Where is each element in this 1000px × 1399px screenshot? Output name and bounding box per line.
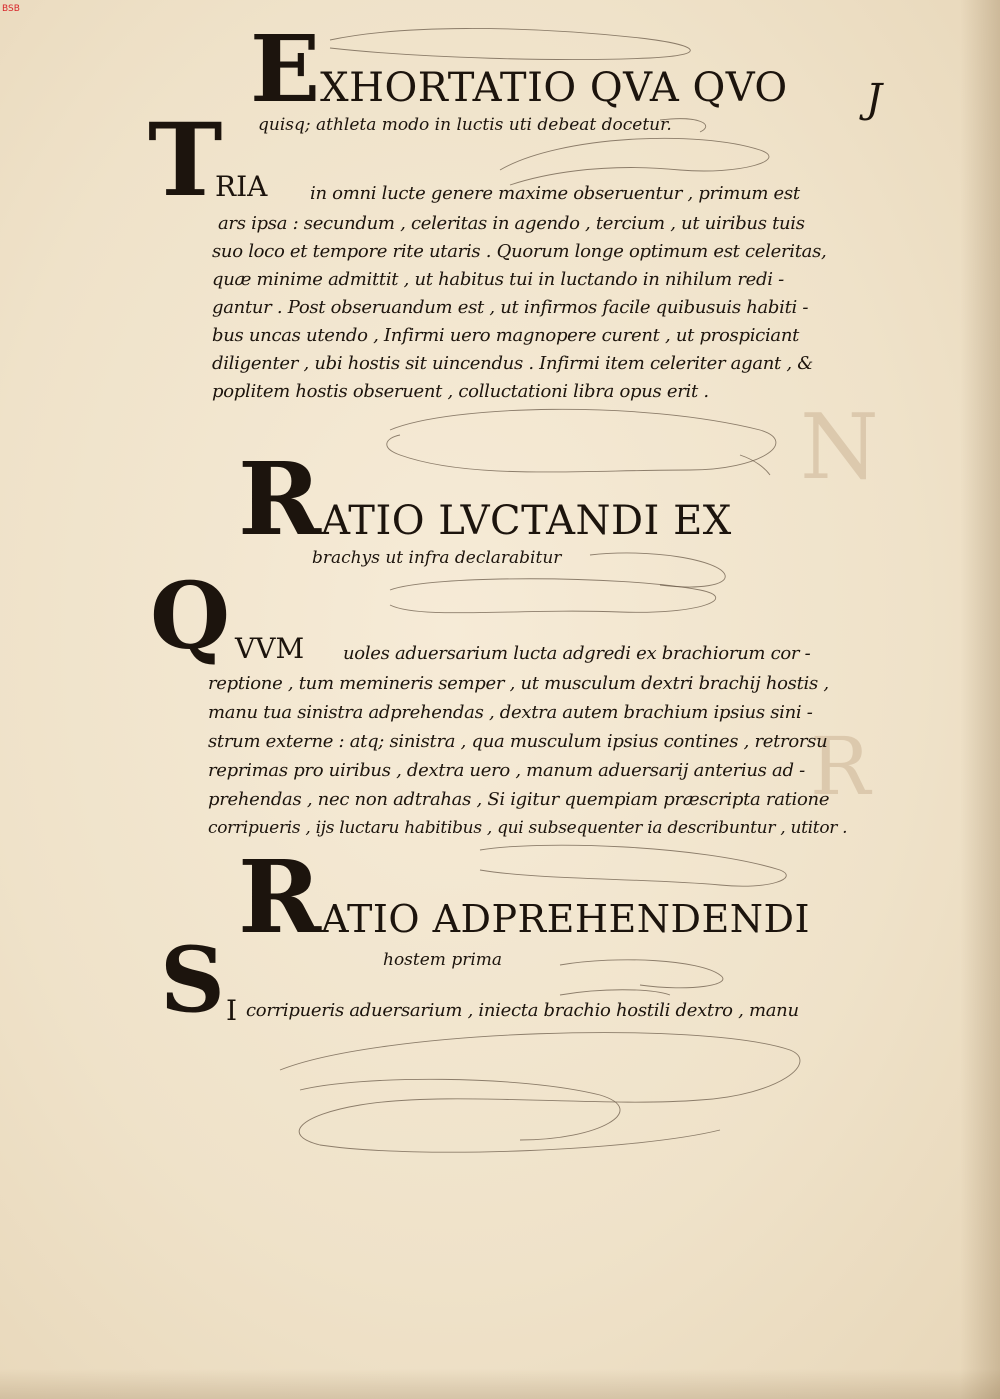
- lead-word: RIA: [215, 170, 268, 203]
- page-bottom-shadow: [0, 1369, 1000, 1399]
- text-line: ars ipsa : secundum , celeritas in agendo , tercium , ut uiribus tuis: [218, 213, 805, 234]
- section-subheading: hostem prima: [383, 950, 503, 970]
- text-line: corripueris aduersarium , iniecta brachio hostili dextro , manu: [246, 1000, 799, 1021]
- text-line: diligenter , ubi hostis sit uincendus . Infirmi item celeriter agant , &: [212, 353, 813, 374]
- section-heading: [250, 15, 788, 123]
- section-heading: [238, 440, 732, 558]
- text-line: suo loco et tempore rite utaris . Quorum longe optimum est celeritas,: [212, 241, 827, 262]
- text-line: strum externe : atq; sinistra , qua musculum ipsius contines , retrorsu: [208, 731, 828, 752]
- bleed-through-letters: N: [800, 395, 879, 500]
- text-line: gantur . Post obseruandum est , ut infirmos facile quibusuis habiti -: [212, 297, 809, 318]
- text-line: bus uncas utendo , Infirmi uero magnopere curent , ut prospiciant: [212, 325, 800, 346]
- heading-text: ATIO LVCTANDI EX: [321, 498, 732, 544]
- section-heading: [238, 838, 810, 956]
- text-line: reprimas pro uiribus , dextra uero , manum aduersarij anterius ad -: [208, 760, 805, 781]
- lead-word: VVM: [235, 632, 305, 665]
- drop-initial: S: [160, 927, 225, 1033]
- text-line: manu tua sinistra adprehendas , dextra autem brachium ipsius sini -: [208, 702, 813, 723]
- heading-initial: E: [250, 15, 321, 123]
- heading-initial: R: [238, 838, 322, 956]
- folio-number: J: [866, 76, 883, 122]
- lead-word: I: [226, 994, 238, 1027]
- drop-initial: T: [148, 101, 223, 219]
- text-line: uoles aduersarium lucta adgredi ex brachiorum cor -: [343, 643, 811, 664]
- bleed-through-letters: R: [810, 720, 871, 813]
- drop-initial: Q: [150, 562, 231, 670]
- text-line: quæ minime admittit , ut habitus tui in luctando in nihilum redi -: [212, 269, 784, 290]
- heading-text: ATIO ADPREHENDENDI: [321, 897, 810, 941]
- page-edge-shadow: [960, 0, 1000, 1399]
- text-line: reptione , tum memineris semper , ut musculum dextri brachij hostis ,: [208, 673, 829, 694]
- text-line: in omni lucte genere maxime obseruentur , primum est: [310, 183, 800, 204]
- text-line: poplitem hostis obseruent , colluctationi libra opus erit .: [212, 381, 709, 402]
- heading-initial: R: [238, 440, 322, 558]
- section-subheading: quisq; athleta modo in luctis uti debeat docetur.: [258, 115, 672, 135]
- text-line: prehendas , nec non adtrahas , Si igitur quempiam præscripta ratione: [208, 789, 830, 810]
- section-subheading: brachys ut infra declarabitur: [312, 548, 562, 568]
- text-line: corripueris , ijs luctaru habitibus , qui subsequenter ia describuntur , utitor .: [208, 818, 848, 838]
- library-mark: BSB: [2, 4, 20, 14]
- heading-text: XHORTATIO QVA QVO: [320, 65, 788, 111]
